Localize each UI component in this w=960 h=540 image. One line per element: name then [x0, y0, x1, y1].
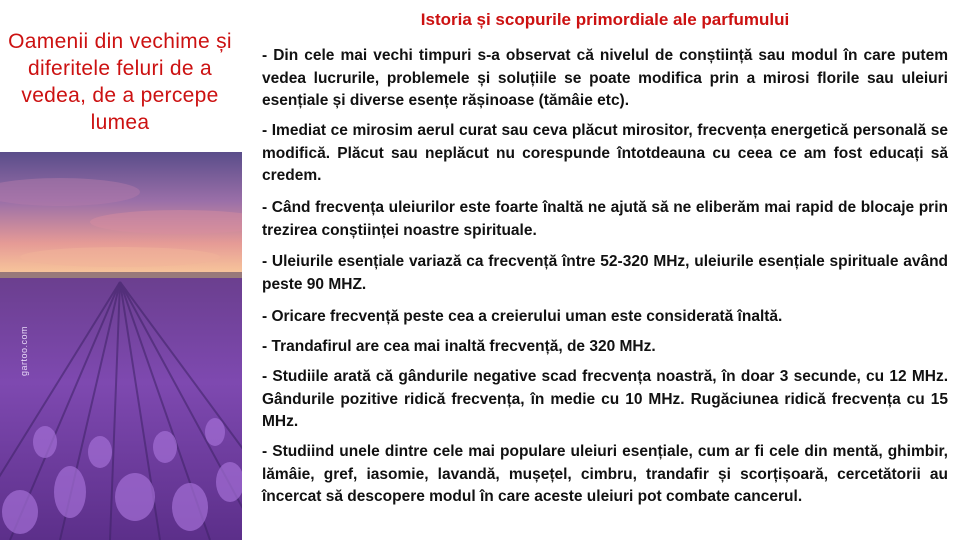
bullet-paragraph: - Când frecvența uleiurilor este foarte înaltă ne ajută să ne eliberăm mai rapid de blocaje prin trezirea conștiinței noastre spirituale. — [262, 199, 948, 239]
bullet-paragraph: - Imediat ce mirosim aerul curat sau ceva plăcut mirositor, frecvența energetică personală se modifică. Plăcut sau neplăcut nu corespunde întotdeauna cu ceea ce am fost educați să credem. — [262, 122, 948, 184]
bullet-paragraph: - Din cele mai vechi timpuri s-a observat că nivelul de conștiință sau modul în care putem vedea lucrurile, problemele și soluțiile se poate modifica prin a mirosi florile sau uleiuri esențiale și diverse esențe rășinoase (tămâie etc). — [262, 47, 948, 109]
bullet-paragraph: - Oricare frecvență peste cea a creierului uman este considerată înaltă. — [262, 308, 783, 325]
bullet-paragraph: - Studiind unele dintre cele mai populare uleiuri esențiale, cum ar fi cele din mentă, ghimbir, lămâie, gref, iasomie, lavandă, mușețel, cimbru, trandafir și scorțișoară, cercetătorii au încercat să descopere modul în care aceste uleiuri pot combate cancerul. — [262, 443, 948, 505]
bullet-paragraph: - Studiile arată că gândurile negative scad frecvența noastră, în doar 3 secunde, cu 12 MHz. Gândurile pozitive ridică frecvența, în medie cu 10 MHz. Rugăciunea ridică frecvența cu 15 MHz. — [262, 368, 948, 430]
left-title: Oamenii din vechime și diferitele feluri de a vedea, de a percepe lumea — [8, 30, 232, 134]
page-title: Istoria și scopurile primordiale ale parfumului — [420, 10, 790, 29]
image-watermark: gartoo.com — [19, 325, 29, 376]
lavender-field-image — [0, 152, 242, 540]
bullet-paragraph: - Uleiurile esențiale variază ca frecvență între 52-320 MHz, uleiurile esențiale spirituale având peste 90 MHZ. — [262, 253, 948, 293]
bullet-paragraph: - Trandafirul are cea mai inaltă frecvență, de 320 MHz. — [262, 338, 656, 355]
